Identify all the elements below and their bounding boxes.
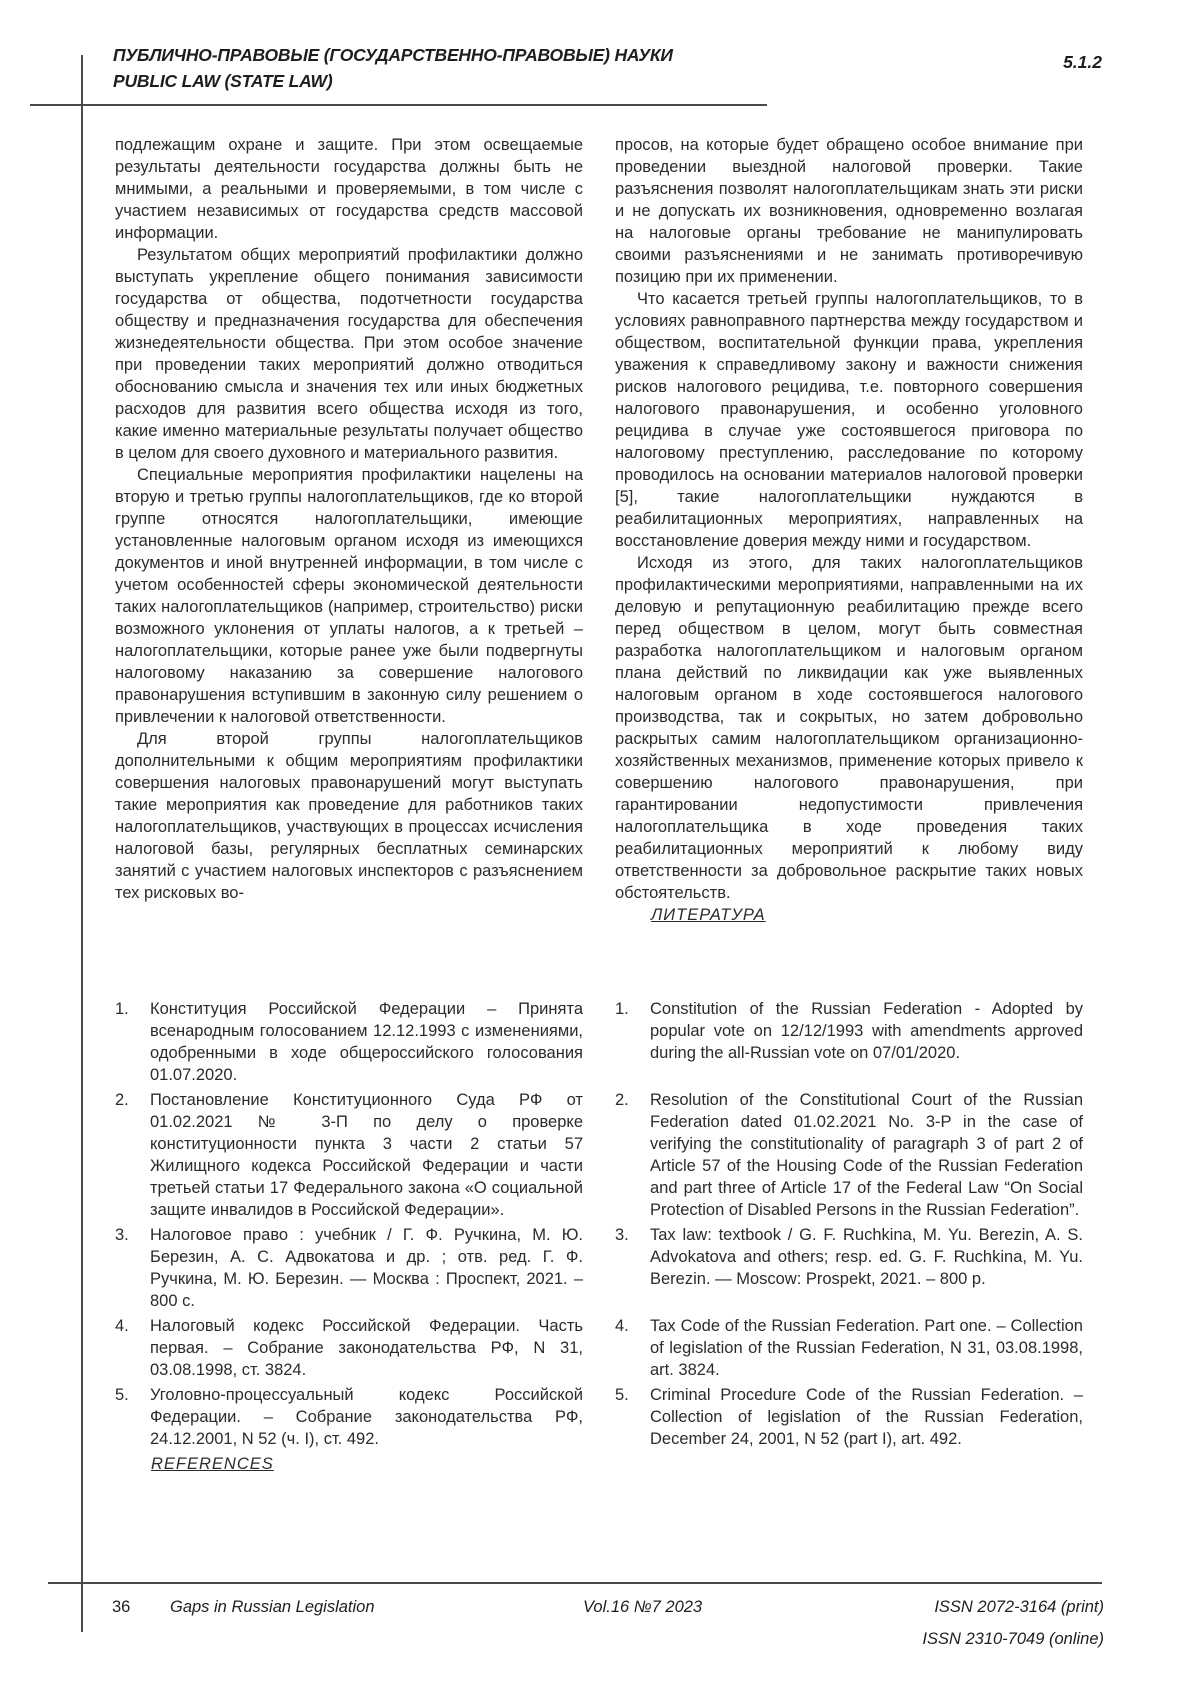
reference-item-en bbox=[615, 1384, 1083, 1450]
reference-number: 5. bbox=[115, 1386, 129, 1404]
reference-number: 3. bbox=[615, 1226, 629, 1244]
issn-print: ISSN 2072-3164 (print) bbox=[934, 1598, 1104, 1616]
paragraph: подлежащим охране и защите. При этом освещаемые результаты деятельности государства должны быть не мнимыми, а реальными и проверяемыми, в том числе с участием независимых от государства средств массовой информации. bbox=[115, 136, 583, 242]
reference-item-ru bbox=[115, 1089, 583, 1221]
reference-row bbox=[115, 1224, 1083, 1312]
section-title-ru: ПУБЛИЧНО-ПРАВОВЫЕ (ГОСУДАРСТВЕННО-ПРАВОВЫЕ) НАУКИ bbox=[113, 45, 673, 65]
paragraph: Что касается третьей группы налогоплательщиков, то в условиях равноправного партнерства между государством и обществом, воспитательной функции права, укрепления уважения к справедливому закону и важности снижения рисков налогового рецидива, т.е. повторного совершения налогового правонарушения, и особенно уголовного рецидива в случае уже состоявшегося приговора по налоговому преступлению, расследование по которому проводилось на основании материалов налоговой проверки [5], такие налогоплательщики нуждаются в реабилитационных мероприятиях, направленных на восстановление доверия между ними и государством. bbox=[615, 290, 1083, 550]
reference-item-en bbox=[615, 998, 1083, 1086]
reference-item-en bbox=[615, 1315, 1083, 1381]
reference-item-ru bbox=[115, 998, 583, 1086]
reference-text: Constitution of the Russian Federation - Adopted by popular vote on 12/12/1993 with amendments approved during the all-Russian vote on 07/01/2020. bbox=[650, 1000, 1083, 1062]
paragraph: Для второй группы налогоплательщиков дополнительными к общим мероприятиям профилактики совершения налоговых правонарушений могут выступать такие мероприятия как проведение для работников таких налогоплательщиков, участвующих в процессах исчисления налоговой базы, регулярных бесплатных семинарских занятий с участием налоговых инспекторов с разъяснением тех рисковых во- bbox=[115, 730, 583, 902]
header-divider-rule bbox=[30, 104, 767, 106]
reference-number: 2. bbox=[615, 1091, 629, 1109]
reference-text: Уголовно-процессуальный кодекс Российской Федерации. – Собрание законодательства РФ, 24.12.2001, N 52 (ч. I), ст. 492. bbox=[150, 1386, 583, 1448]
left-margin-rule bbox=[81, 55, 83, 1632]
right-column bbox=[615, 134, 1083, 926]
reference-row bbox=[115, 1384, 1083, 1450]
empty-cell bbox=[615, 1453, 1083, 1475]
reference-number: 1. bbox=[115, 1000, 129, 1018]
reference-text: Tax law: textbook / G. F. Ruchkina, M. Yu. Berezin, A. S. Advokatova and others; resp. ed. G. F. Ruchkina, M. Yu. Berezin. — Moscow: Prospekt, 2021. – 800 p. bbox=[650, 1226, 1083, 1288]
reference-item-ru bbox=[115, 1224, 583, 1312]
reference-text: Налоговое право : учебник / Г. Ф. Ручкина, М. Ю. Березин, А. С. Адвокатова и др. ; отв. ред. Г. Ф. Ручкина, М. Ю. Березин. — Москва : Проспект, 2021. – 800 с. bbox=[150, 1226, 583, 1310]
reference-number: 1. bbox=[615, 1000, 629, 1018]
reference-row bbox=[115, 1453, 1083, 1475]
reference-text: Постановление Конституционного Суда РФ от 01.02.2021 № 3-П по делу о проверке конституционности пункта 3 части 2 статьи 57 Жилищного кодекса Российской Федерации и части третьей статьи 17 Федерального закона «О социальной защите инвалидов в Российской Федерации». bbox=[150, 1091, 583, 1219]
page-number: 36 bbox=[112, 1598, 131, 1616]
reference-text: Resolution of the Constitutional Court of the Russian Federation dated 01.02.2021 No. 3-P in the case of verifying the constitutionality of paragraph 3 of part 2 of Article 57 of the Housing Code of the Russian Federation and part three of Article 17 of the Federal Law “On Social Protection of Disabled Persons in the Russian Federation”. bbox=[650, 1091, 1083, 1219]
issue-info: Vol.16 №7 2023 bbox=[583, 1598, 703, 1616]
reference-text: Criminal Procedure Code of the Russian Federation. – Collection of legislation of the Russian Federation, December 24, 2001, N 52 (part I), art. 492. bbox=[650, 1386, 1083, 1448]
footer-divider-rule bbox=[48, 1582, 1102, 1584]
section-title-en: PUBLIC LAW (STATE LAW) bbox=[113, 71, 333, 91]
journal-title: Gaps in Russian Legislation bbox=[170, 1598, 375, 1616]
reference-text: Налоговый кодекс Российской Федерации. Часть первая. – Собрание законодательства РФ, N 31, 03.08.1998, ст. 3824. bbox=[150, 1317, 583, 1379]
reference-number: 5. bbox=[615, 1386, 629, 1404]
reference-item-en bbox=[615, 1089, 1083, 1221]
paragraph: Специальные мероприятия профилактики нацелены на вторую и третью группы налогоплательщиков, где ко второй группе относятся налогоплательщики, имеющие установленные налоговым органом исходя из имеющихся документов и иной внутренней информации, в том числе с учетом особенностей сферы экономической деятельности таких налогоплательщиков (например, строительство) риски возможного уклонения от уплаты налогов, а к третьей – налогоплательщики, которые ранее уже были подвергнуты налоговому наказанию за совершение налогового правонарушения вступившим в законную силу решением о привлечении к налоговой ответственности. bbox=[115, 466, 583, 726]
paragraph: просов, на которые будет обращено особое внимание при проведении выездной налоговой проверки. Такие разъяснения позволят налогоплательщикам знать эти риски и не допускать их возникновения, одновременно возлагая на налоговые органы требование не манипулировать своими разъяснениями и не занимать противоречивую позицию при их применении. bbox=[615, 136, 1083, 286]
section-header bbox=[113, 42, 973, 94]
paragraph: Результатом общих мероприятий профилактики должно выступать укрепление общего понимания зависимости государства от общества, подотчетности государства обществу и предназначения государства для обеспечения жизнедеятельности общества. При этом особое значение при проведении таких мероприятий должно отводиться обоснованию смысла и значения тех или иных бюджетных расходов для развития всего общества исходя из того, какие именно материальные результаты получает общество в целом для своего духовного и материального развития. bbox=[115, 246, 583, 462]
reference-text: Tax Code of the Russian Federation. Part one. – Collection of legislation of the Russian Federation, N 31, 03.08.1998, art. 3824. bbox=[650, 1317, 1083, 1379]
references-heading: REFERENCES bbox=[151, 1455, 274, 1473]
paragraph: Исходя из этого, для таких налогоплательщиков профилактическими мероприятиями, направленными на их деловую и репутационную реабилитацию прежде всего перед обществом в целом, могут быть совместная разработка налогоплательщиком и налоговым органом плана действий по ликвидации как уже выявленных налоговым органом в ходе состоявшегося налогового производства, так и сокрытых, но затем добровольно раскрытых самим налогоплательщиком организационно-хозяйственных механизмов, применение которых привело к совершению налогового правонарушения, при гарантировании недопустимости привлечения налогоплательщика в ходе проведения таких реабилитационных мероприятий к любому виду ответственности за добровольное раскрытие таких новых обстоятельств. bbox=[615, 554, 1083, 902]
literature-heading: ЛИТЕРАТУРА bbox=[651, 906, 766, 924]
reference-number: 2. bbox=[115, 1091, 129, 1109]
left-column bbox=[115, 134, 583, 926]
reference-row bbox=[115, 1089, 1083, 1221]
reference-row bbox=[115, 1315, 1083, 1381]
reference-number: 3. bbox=[115, 1226, 129, 1244]
reference-row bbox=[115, 998, 1083, 1086]
reference-text: Конституция Российской Федерации – Принята всенародным голосованием 12.12.1993 с изменениями, одобренными в ходе общероссийского голосования 01.07.2020. bbox=[150, 1000, 583, 1084]
reference-number: 4. bbox=[615, 1317, 629, 1335]
reference-number: 4. bbox=[115, 1317, 129, 1335]
reference-item-ru bbox=[115, 1315, 583, 1381]
reference-item-en bbox=[615, 1224, 1083, 1312]
reference-item-ru bbox=[115, 1384, 583, 1450]
specialty-code: 5.1.2 bbox=[1063, 52, 1102, 72]
article-body bbox=[115, 134, 1083, 926]
references-section bbox=[115, 998, 1083, 1478]
issn-online: ISSN 2310-7049 (online) bbox=[922, 1630, 1104, 1648]
